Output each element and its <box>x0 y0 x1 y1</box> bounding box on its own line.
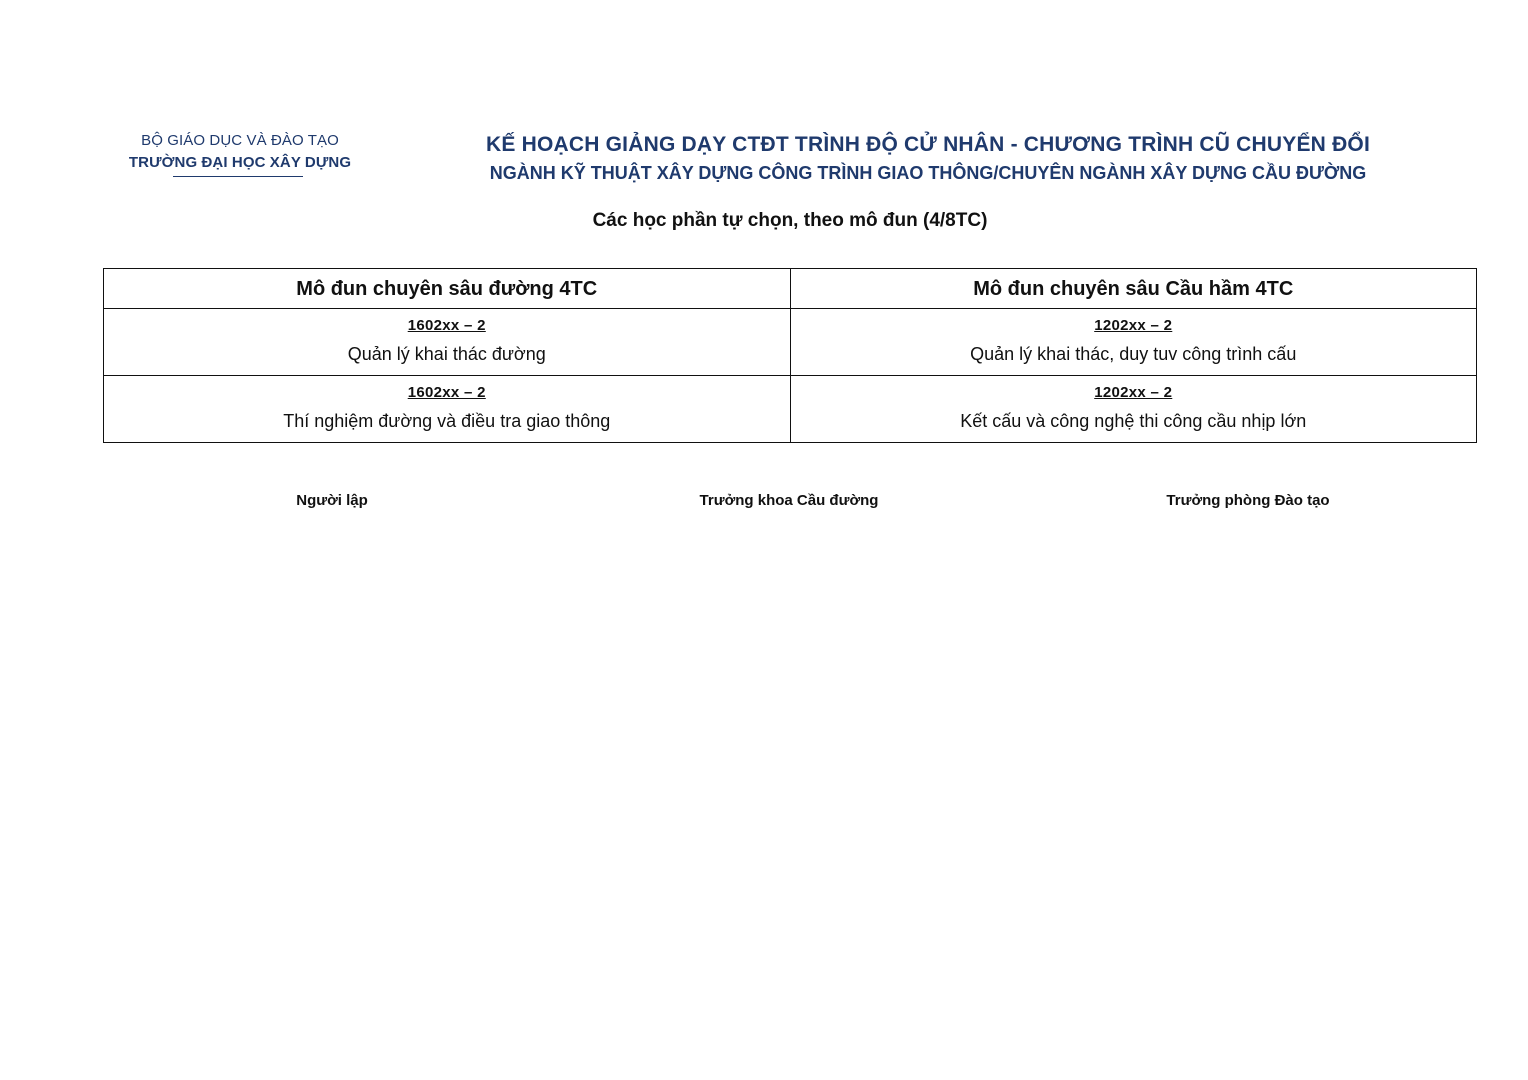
course-code: 1202xx – 2 <box>1094 317 1173 334</box>
course-code: 1602xx – 2 <box>407 384 486 401</box>
university-name: TRƯỜNG ĐẠI HỌC XÂY DỰNG <box>128 154 352 171</box>
course-name: Kết cấu và công nghệ thi công cầu nhịp lớn <box>960 411 1307 431</box>
table-cell <box>104 376 791 443</box>
course-name: Thí nghiệm đường và điều tra giao thông <box>283 411 611 431</box>
table-row <box>104 376 1477 443</box>
table-row <box>104 309 1477 376</box>
plan-title-block <box>430 130 1426 187</box>
table-cell <box>104 309 791 376</box>
signature-row <box>0 488 1528 514</box>
table-cell <box>790 376 1477 443</box>
table-cell <box>790 309 1477 376</box>
module-table <box>103 268 1477 443</box>
header-underline <box>173 176 303 177</box>
signature-preparer: Người lập <box>296 492 368 509</box>
signature-dean: Trưởng khoa Cầu đường <box>699 492 879 509</box>
course-code: 1602xx – 2 <box>407 317 486 334</box>
column-header-bridge-tunnel-module: Mô đun chuyên sâu Cầu hầm 4TC <box>790 269 1477 309</box>
plan-subtitle: NGÀNH KỸ THUẬT XÂY DỰNG CÔNG TRÌNH GIAO THÔNG/CHUYÊN NGÀNH XÂY DỰNG CẦU ĐƯỜNG <box>489 163 1367 183</box>
plan-title: KẾ HOẠCH GIẢNG DẠY CTĐT TRÌNH ĐỘ CỬ NHÂN - CHƯƠNG TRÌNH CŨ CHUYỂN ĐỔI <box>486 133 1370 156</box>
section-heading: Các học phần tự chọn, theo mô đun (4/8TC) <box>592 210 988 231</box>
signature-training-head: Trưởng phòng Đào tạo <box>1166 492 1330 509</box>
organization-header <box>104 130 376 174</box>
course-name: Quản lý khai thác, duy tuv công trình cấu <box>970 344 1297 364</box>
table-header-row <box>104 269 1477 309</box>
course-code: 1202xx – 2 <box>1094 384 1173 401</box>
column-header-road-module: Mô đun chuyên sâu đường 4TC <box>104 269 791 309</box>
course-name: Quản lý khai thác đường <box>347 344 546 364</box>
ministry-name: BỘ GIÁO DỤC VÀ ĐÀO TẠO <box>141 132 339 149</box>
